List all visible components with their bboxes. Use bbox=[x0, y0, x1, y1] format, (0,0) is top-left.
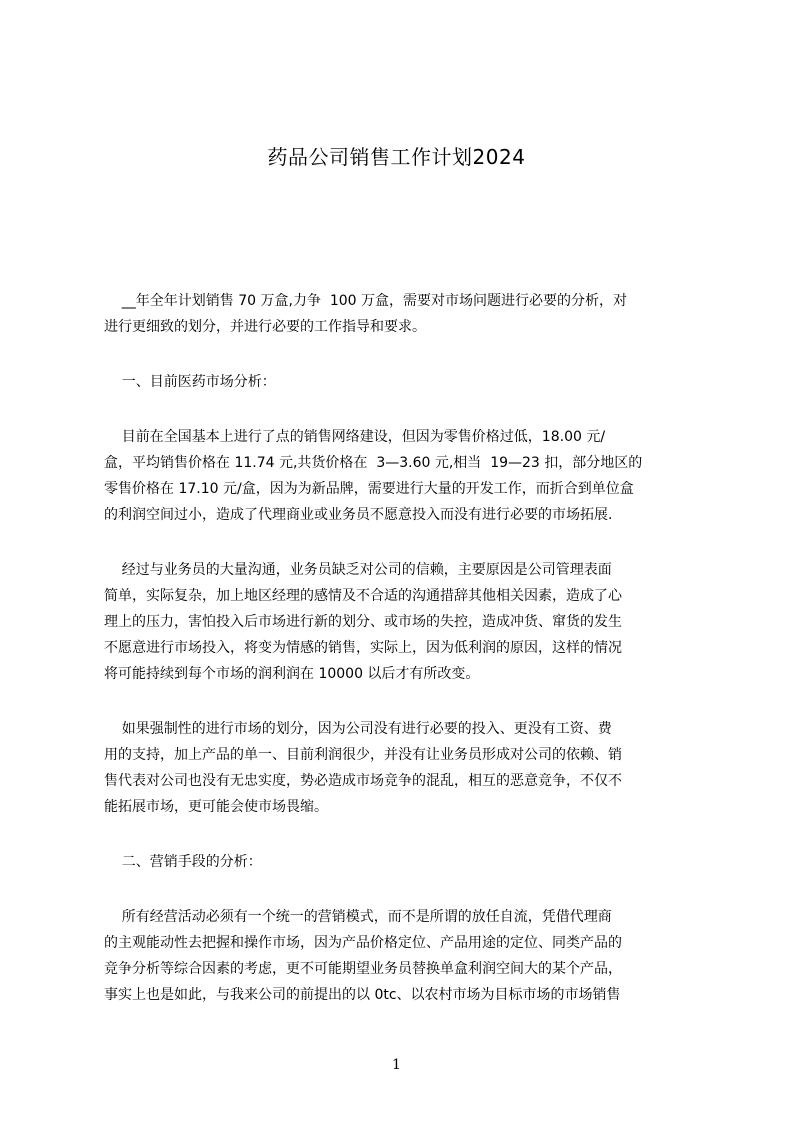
text-line: __年全年计划销售 70 万盒,力争 100 万盒，需要对市场问题进行必要的分析，对 bbox=[104, 293, 628, 309]
text-line: 用的支持，加上产品的单一、目前利润很少，并没有让业务员形成对公司的依赖、销 bbox=[104, 747, 622, 763]
text-line: 事实上也是如此，与我来公司的前提出的以 0tc、以农村市场为目标市场的市场销售 bbox=[104, 987, 621, 1003]
text-line: 零售价格在 17.10 元/盒，因为为新品牌，需要进行大量的开发工作，而折合到单位盒 bbox=[104, 481, 634, 497]
text-line: 盒，平均销售价格在 11.74 元,共货价格在 3—3.60 元,相当 19—23 扣，部分地区的 bbox=[104, 455, 643, 471]
text-line: 将可能持续到每个市场的润利润在 10000 以后才有所改变。 bbox=[104, 666, 480, 682]
page-title: 药品公司销售工作计划2024 bbox=[267, 145, 526, 169]
text-line: 售代表对公司也没有无忠实度，势必造成市场竞争的混乱，相互的恶意竞争，不仅不 bbox=[104, 773, 622, 789]
text-line: 不愿意进行市场投入，将变为情感的销售，实际上，因为低利润的原因，这样的情况 bbox=[104, 640, 622, 656]
market-paragraph-3 bbox=[104, 716, 710, 820]
market-paragraph-1 bbox=[104, 424, 710, 528]
text-line: 如果强制性的进行市场的划分，因为公司没有进行必要的投入、更没有工资、费 bbox=[104, 721, 612, 737]
section-heading-market-analysis: 一、目前医药市场分析： bbox=[104, 374, 276, 390]
text-line: 的主观能动性去把握和操作市场，因为产品价格定位、产品用途的定位、同类产品的 bbox=[104, 935, 622, 951]
text-line: 简单，实际复杂，加上地区经理的感情及不合适的沟通措辞其他相关因素，造成了心 bbox=[104, 588, 622, 604]
text-line: 能拓展市场，更可能会使市场畏缩。 bbox=[104, 799, 328, 815]
intro-paragraph bbox=[104, 288, 710, 340]
section-heading-marketing-means: 二、营销手段的分析： bbox=[104, 854, 262, 870]
text-line: 经过与业务员的大量沟通，业务员缺乏对公司的信赖，主要原因是公司管理表面 bbox=[104, 562, 612, 578]
text-line: 的利润空间过小，造成了代理商业或业务员不愿意投入而没有进行必要的市场拓展. bbox=[104, 507, 613, 523]
document-body bbox=[104, 288, 710, 1008]
text-line: 竞争分析等综合因素的考虑，更不可能期望业务员替换单盒利润空间大的某个产品， bbox=[104, 961, 622, 977]
text-line: 目前在全国基本上进行了点的销售网络建设，但因为零售价格过低，18.00 元/ bbox=[104, 429, 606, 445]
marketing-paragraph-1 bbox=[104, 904, 710, 1008]
text-line: 进行更细致的划分，并进行必要的工作指导和要求。 bbox=[104, 319, 426, 335]
text-line: 所有经营活动必须有一个统一的营销模式，而不是所谓的放任自流，凭借代理商 bbox=[104, 909, 612, 925]
page-number: 1 bbox=[392, 1057, 401, 1073]
text-line: 理上的压力，害怕投入后市场进行新的划分、或市场的失控，造成冲货、窜货的发生 bbox=[104, 614, 622, 630]
market-paragraph-2 bbox=[104, 557, 710, 687]
